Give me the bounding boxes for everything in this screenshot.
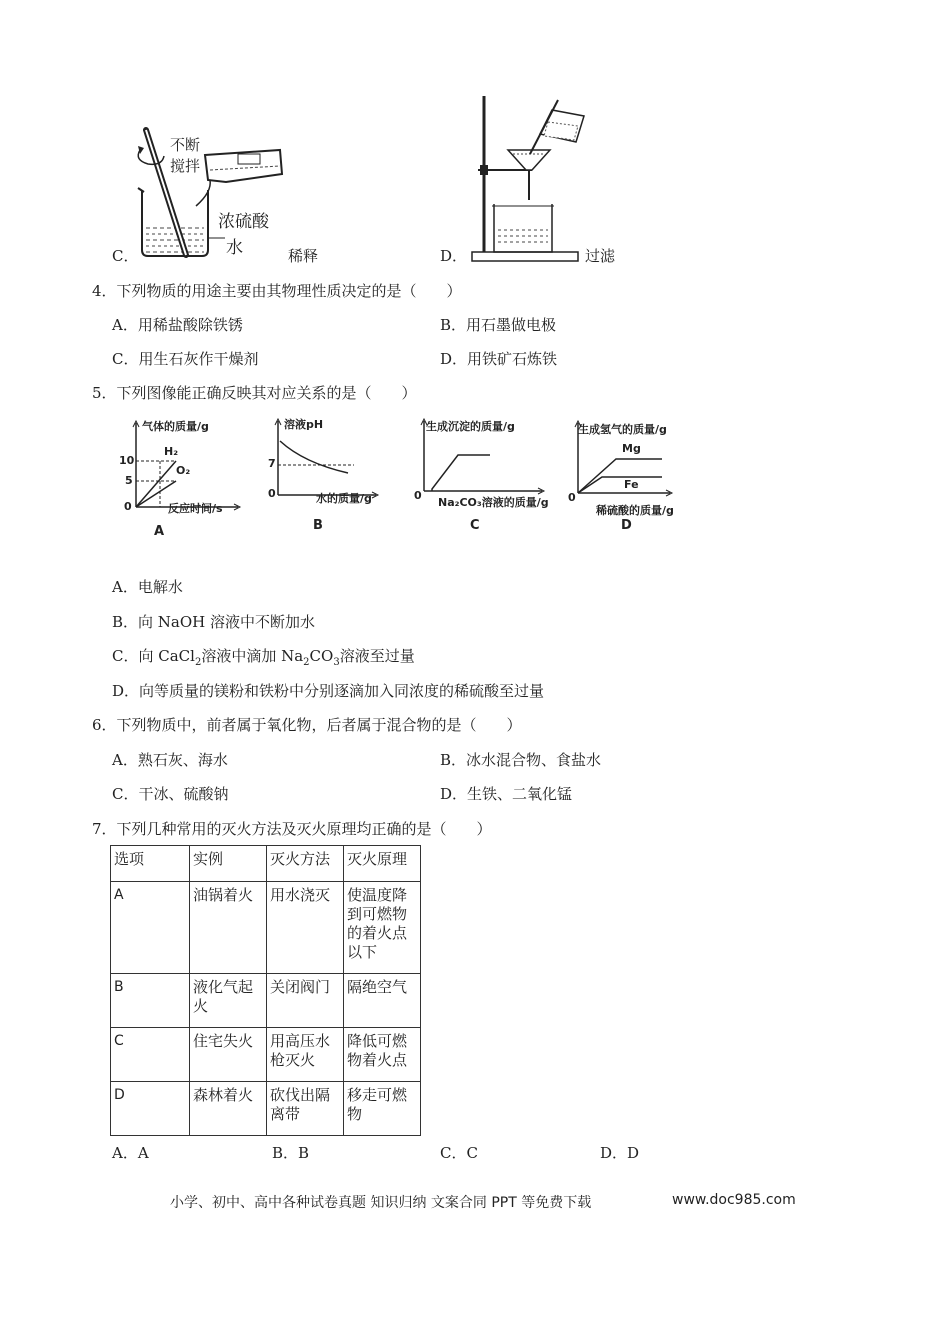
- table-cell: 住宅失火: [190, 1028, 267, 1082]
- table-row: [111, 974, 421, 1028]
- table-cell: A: [111, 882, 190, 974]
- q5-option-b[interactable]: B．向 NaOH 溶液中不断加水: [112, 613, 316, 631]
- dilution-diagram: [130, 110, 290, 265]
- stir-label-1: 不断: [170, 136, 201, 154]
- q5-option-c-text-4: 溶液至过量: [339, 647, 415, 665]
- table-cell: B: [111, 974, 190, 1028]
- graph-a-series-o2: O₂: [176, 464, 191, 477]
- q5-option-c-sub-1: 2: [194, 657, 202, 668]
- header-cell: 实例: [190, 846, 267, 882]
- table-cell: 用水浇灭: [267, 882, 344, 974]
- header-cell: 灭火原理: [344, 846, 421, 882]
- table-cell: 森林着火: [190, 1082, 267, 1136]
- q5-option-d[interactable]: D．向等质量的镁粉和铁粉中分别逐滴加入同浓度的稀硫酸至过量: [112, 682, 545, 700]
- graph-a-series-h2: H₂: [164, 445, 179, 458]
- q6-option-b[interactable]: B．冰水混合物、食盐水: [440, 751, 602, 769]
- q5-option-a[interactable]: A．电解水: [112, 578, 183, 596]
- graph-a: [118, 415, 258, 545]
- water-label: 水: [226, 238, 243, 258]
- graph-c-ylabel: 生成沉淀的质量/g: [426, 420, 515, 433]
- q7-option-d[interactable]: D．D: [600, 1144, 640, 1162]
- graph-a-letter: A: [154, 524, 165, 539]
- graph-b: [264, 415, 384, 525]
- q4-option-a[interactable]: A．用稀盐酸除铁锈: [112, 316, 243, 334]
- q6-option-a[interactable]: A．熟石灰、海水: [112, 751, 228, 769]
- q5-option-c-text-2: 溶液中滴加 Na: [201, 647, 304, 665]
- q5-option-c-sub-2: 2: [303, 657, 310, 668]
- graph-a-tick-0: 0: [124, 500, 132, 513]
- graph-b-xlabel: 水的质量/g: [316, 492, 372, 505]
- graph-a-tick-10: 10: [119, 454, 135, 467]
- footer-text: 小学、初中、高中各种试卷真题 知识归纳 文案合同 PPT 等免费下载: [170, 1195, 592, 1211]
- table-cell: 使温度降到可燃物的着火点以下: [344, 882, 421, 974]
- fire-methods-table: [110, 845, 421, 1136]
- q6-option-c[interactable]: C．干冰、硫酸钠: [112, 785, 229, 803]
- q5-option-c-text-1: C．向 CaCl: [112, 647, 195, 665]
- table-cell: D: [111, 1082, 190, 1136]
- q3-option-d-label: D．: [440, 247, 468, 265]
- q4-option-b[interactable]: B．用石墨做电极: [440, 316, 557, 334]
- table-cell: 降低可燃物着火点: [344, 1028, 421, 1082]
- header-cell: 选项: [111, 846, 190, 882]
- graph-c-tick-0: 0: [414, 489, 422, 502]
- graph-a-ylabel: 气体的质量/g: [142, 420, 209, 433]
- q5-stem: 5．下列图像能正确反映其对应关系的是（ ）: [92, 384, 417, 402]
- graph-b-tick-0: 0: [268, 487, 276, 500]
- q7-option-b[interactable]: B．B: [272, 1144, 310, 1162]
- q7-stem: 7．下列几种常用的灭火方法及灭火原理均正确的是（ ）: [92, 820, 492, 838]
- table-row: [111, 1082, 421, 1136]
- q4-option-d[interactable]: D．用铁矿石炼铁: [440, 350, 558, 368]
- q4-option-c[interactable]: C．用生石灰作干燥剂: [112, 350, 259, 368]
- table-cell: 移走可燃物: [344, 1082, 421, 1136]
- footer-url[interactable]: www.doc985.com: [672, 1192, 796, 1208]
- q4-stem: 4．下列物质的用途主要由其物理性质决定的是（ ）: [92, 282, 462, 300]
- header-cell: 灭火方法: [267, 846, 344, 882]
- q3-option-c-caption: 稀释: [288, 247, 319, 265]
- filtration-diagram: [468, 92, 588, 264]
- graph-a-tick-5: 5: [125, 474, 133, 487]
- table-row: [111, 882, 421, 974]
- q5-option-c-text-3: CO: [309, 647, 334, 665]
- stir-label-2: 搅拌: [170, 157, 201, 175]
- table-header-row: [111, 846, 421, 882]
- q5-option-c[interactable]: [112, 645, 415, 668]
- graph-d-series-fe: Fe: [624, 478, 639, 491]
- graph-d-ylabel: 生成氢气的质量/g: [578, 423, 667, 436]
- graph-b-ylabel: 溶液pH: [284, 418, 324, 431]
- graph-b-letter: B: [313, 518, 323, 533]
- table-cell: 关闭阀门: [267, 974, 344, 1028]
- table-cell: 隔绝空气: [344, 974, 421, 1028]
- q6-stem: 6．下列物质中，前者属于氧化物，后者属于混合物的是（ ）: [92, 716, 522, 734]
- table-cell: 液化气起火: [190, 974, 267, 1028]
- q5-option-c-sub-3: 3: [333, 657, 340, 668]
- graph-b-tick-7: 7: [268, 457, 276, 470]
- q7-option-a[interactable]: A．A: [112, 1144, 149, 1162]
- graph-c-xlabel: Na₂CO₃溶液的质量/g: [438, 496, 549, 509]
- graph-c-letter: C: [470, 518, 480, 533]
- table-cell: 油锅着火: [190, 882, 267, 974]
- table-row: [111, 1028, 421, 1082]
- graph-d-tick-0: 0: [568, 491, 576, 504]
- q6-option-d[interactable]: D．生铁、二氧化锰: [440, 785, 573, 803]
- graph-d-series-mg: Mg: [622, 442, 641, 455]
- graph-d-xlabel: 稀硫酸的质量/g: [596, 504, 674, 517]
- graph-d-letter: D: [621, 518, 632, 533]
- table-cell: C: [111, 1028, 190, 1082]
- q7-option-c[interactable]: C．C: [440, 1144, 478, 1162]
- q3-option-c-label: C．: [112, 247, 139, 265]
- table-cell: 砍伐出隔离带: [267, 1082, 344, 1136]
- graph-a-xlabel: 反应时间/s: [168, 502, 223, 515]
- q3-option-d-caption: 过滤: [585, 247, 616, 265]
- table-cell: 用高压水枪灭火: [267, 1028, 344, 1082]
- acid-label: 浓硫酸: [218, 212, 269, 232]
